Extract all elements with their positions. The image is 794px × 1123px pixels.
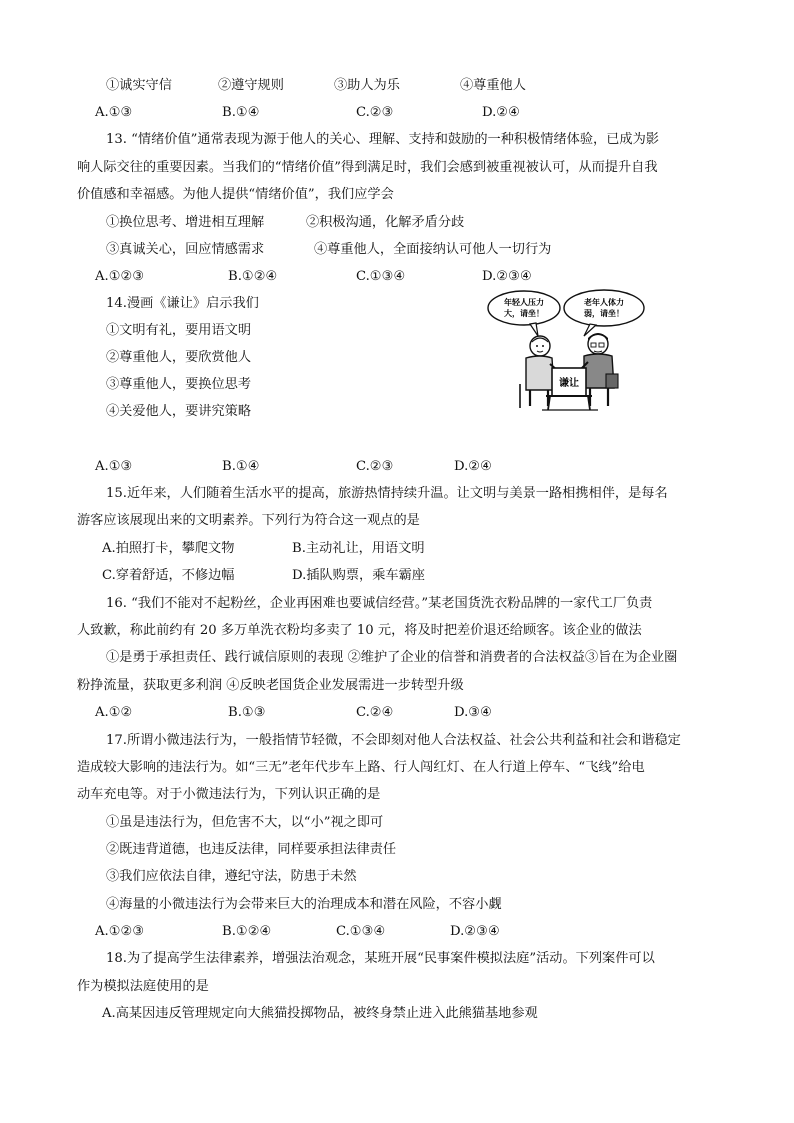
q17-stem-line-2: 造成较大影响的违法行为。如“三无”老年代步车上路、行人闯红灯、在人行道上停车、“飞线”给电: [77, 760, 645, 775]
q14-stem: 14.漫画《谦让》启示我们: [106, 296, 259, 311]
q16-stem-line-4: 粉挣流量，获取更多利润 ④反映老国货企业发展需进一步转型升级: [77, 678, 464, 693]
q17-option-d: D.②③④: [450, 924, 500, 939]
q12-option-a: A.①③: [95, 105, 133, 120]
q12-item-4: ④尊重他人: [460, 78, 526, 93]
q14-item-4: ④关爱他人，要讲究策略: [106, 404, 252, 419]
q15-option-a: A.拍照打卡，攀爬文物: [102, 541, 235, 556]
q17-option-a: A.①②③: [95, 924, 145, 939]
q17-option-c: C.①③④: [336, 924, 386, 939]
q17-item-3: ③我们应依法自律，遵纪守法，防患于未然: [106, 869, 357, 884]
q14-option-d: D.②④: [454, 459, 492, 474]
q14-option-a: A.①③: [95, 459, 133, 474]
q14-option-c: C.②③: [356, 459, 394, 474]
q13-option-b: B.①②④: [228, 269, 278, 284]
q18-stem-line-2: 作为模拟法庭使用的是: [77, 979, 209, 994]
q16-option-a: A.①②: [95, 705, 133, 720]
speech-bubble-right: [564, 290, 644, 326]
q16-stem-line-1: 16. “我们不能对不起粉丝，企业再困难也要诚信经营。”某老国货洗衣粉品牌的一家代工厂负责: [106, 596, 653, 611]
q15-option-b: B.主动礼让，用语文明: [292, 541, 425, 556]
q13-item-1: ①换位思考、增进相互理解: [106, 215, 265, 230]
q13-item-3: ③真诚关心，回应情感需求: [106, 242, 265, 257]
q15-stem-line-1: 15.近年来，人们随着生活水平的提高，旅游热情持续升温。让文明与美景一路相携相伴，是每名: [106, 486, 668, 501]
q17-stem-line-1: 17.所谓小微违法行为，一般指情节轻微，不会即刻对他人合法权益、社会公共利益和社会和谐稳定: [106, 733, 681, 748]
q15-option-d: D.插队购票，乘车霸座: [292, 568, 425, 583]
q13-stem-line-1: 13. “情绪价值”通常表现为源于他人的关心、理解、支持和鼓励的一种积极情绪体验，已成为影: [106, 132, 659, 147]
q15-stem-line-2: 游客应该展现出来的文明素养。下列行为符合这一观点的是: [77, 513, 420, 528]
q12-option-b: B.①④: [222, 105, 260, 120]
q12-option-d: D.②④: [482, 105, 520, 120]
q13-item-4: ④尊重他人，全面接纳认可他人一切行为: [314, 242, 552, 257]
q17-item-4: ④海量的小微违法行为会带来巨大的治理成本和潜在风险，不容小觑: [106, 897, 502, 912]
q14-item-2: ②尊重他人，要欣赏他人: [106, 350, 252, 365]
q16-stem-line-3: ①是勇于承担责任、践行诚信原则的表现 ②维护了企业的信誉和消费者的合法权益③旨在为企业圈: [106, 650, 678, 665]
q13-stem-line-3: 价值感和幸福感。为他人提供“情绪价值”，我们应学会: [77, 187, 394, 202]
bubble-right-line-1: 老年人体力: [584, 298, 624, 307]
cartoon-modesty: [486, 288, 652, 414]
q17-stem-line-3: 动车充电等。对于小微违法行为，下列认识正确的是: [77, 787, 381, 802]
bubble-left-line-1: 年轻人压力: [504, 298, 544, 307]
q14-item-1: ①文明有礼，要用语文明: [106, 323, 252, 338]
q16-option-d: D.③④: [454, 705, 492, 720]
speech-bubble-left: [488, 291, 560, 325]
q17-item-2: ②既违背道德，也违反法律，同样要承担法律责任: [106, 842, 397, 857]
q17-item-1: ①虽是违法行为，但危害不大，以“小”视之即可: [106, 815, 384, 830]
seat-label: 谦让: [559, 378, 579, 389]
q13-option-d: D.②③④: [482, 269, 532, 284]
q13-option-c: C.①③④: [356, 269, 406, 284]
q14-item-3: ③尊重他人，要换位思考: [106, 377, 252, 392]
q18-stem-line-1: 18.为了提高学生法律素养，增强法治观念，某班开展“民事案件模拟法庭”活动。下列案件可以: [106, 951, 655, 966]
q13-stem-line-2: 响人际交往的重要因素。当我们的“情绪价值”得到满足时，我们会感到被重视被认可，从而提升自我: [77, 160, 658, 175]
q13-item-2: ②积极沟通，化解矛盾分歧: [306, 215, 465, 230]
q16-stem-line-2: 人致歉，称此前约有 20 多万单洗衣粉均多卖了 10 元，将及时把差价退还给顾客。该企业的做法: [77, 623, 642, 638]
q18-option-a: A.高某因违反管理规定向大熊猫投掷物品，被终身禁止进入此熊猫基地参观: [102, 1006, 538, 1021]
bubble-right-line-2: 弱，请坐！: [584, 309, 624, 318]
q13-option-a: A.①②③: [95, 269, 145, 284]
q12-item-1: ①诚实守信: [106, 78, 172, 93]
q12-item-2: ②遵守规则: [218, 78, 284, 93]
q12-option-c: C.②③: [356, 105, 394, 120]
q14-option-b: B.①④: [222, 459, 260, 474]
bubble-left-line-2: 大，请坐！: [504, 309, 544, 318]
q16-option-b: B.①③: [228, 705, 266, 720]
q12-item-3: ③助人为乐: [334, 78, 400, 93]
q17-option-b: B.①②④: [222, 924, 272, 939]
q15-option-c: C.穿着舒适，不修边幅: [102, 568, 235, 583]
q16-option-c: C.②④: [356, 705, 394, 720]
